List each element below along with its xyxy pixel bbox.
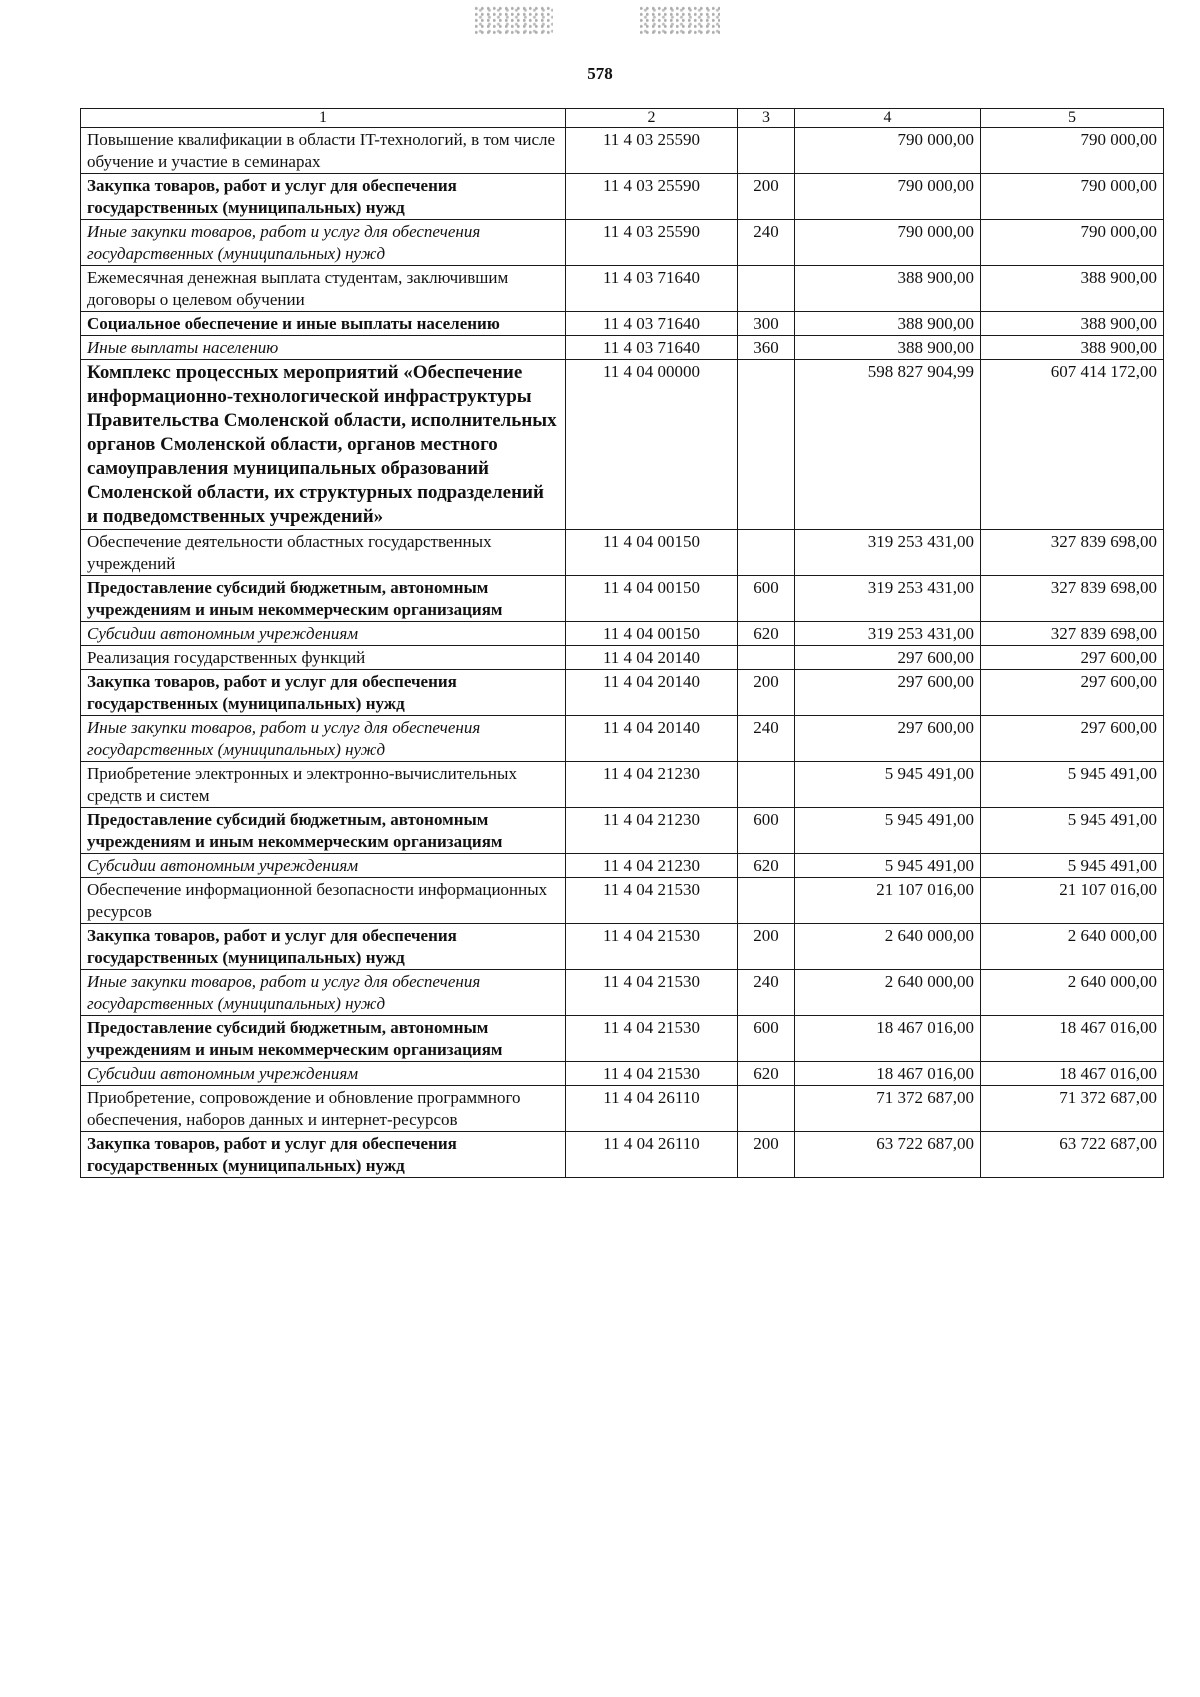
- row-name-cell: Комплекс процессных мероприятий «Обеспечение информационно-технологической инфраструктуры Правительства Смоленской области, исполнительных органов Смоленской области, органов местного самоуправления муниципальных образований Смоленской области, их структурных подразделений и подведомственных учреждений»: [81, 360, 566, 530]
- row-value-col5: 327 839 698,00: [981, 576, 1164, 622]
- row-value-col5: 21 107 016,00: [981, 878, 1164, 924]
- row-value-col4: 388 900,00: [795, 266, 981, 312]
- row-value-col5: 790 000,00: [981, 128, 1164, 174]
- row-code-cell: 11 4 04 21530: [566, 1016, 738, 1062]
- row-code-cell: 11 4 04 20140: [566, 670, 738, 716]
- table-row: [81, 576, 1164, 622]
- row-kind-cell: 620: [738, 622, 795, 646]
- row-kind-cell: 240: [738, 716, 795, 762]
- header-col-5: 5: [981, 109, 1164, 128]
- row-value-col5: 790 000,00: [981, 174, 1164, 220]
- row-value-col5: 5 945 491,00: [981, 808, 1164, 854]
- header-col-2: 2: [566, 109, 738, 128]
- row-kind-cell: [738, 360, 795, 530]
- row-value-col4: 18 467 016,00: [795, 1062, 981, 1086]
- row-name-cell: Повышение квалификации в области IT-технологий, в том числе обучение и участие в семинарах: [81, 128, 566, 174]
- row-name-cell: Иные закупки товаров, работ и услуг для обеспечения государственных (муниципальных) нужд: [81, 970, 566, 1016]
- row-kind-cell: 620: [738, 1062, 795, 1086]
- table-row: [81, 622, 1164, 646]
- row-kind-cell: [738, 266, 795, 312]
- page-number: 578: [587, 64, 613, 83]
- row-name-cell: Иные закупки товаров, работ и услуг для обеспечения государственных (муниципальных) нужд: [81, 220, 566, 266]
- row-code-cell: 11 4 04 00150: [566, 622, 738, 646]
- row-name-cell: Закупка товаров, работ и услуг для обеспечения государственных (муниципальных) нужд: [81, 1132, 566, 1178]
- row-value-col4: 297 600,00: [795, 670, 981, 716]
- row-kind-cell: 600: [738, 1016, 795, 1062]
- row-code-cell: 11 4 04 20140: [566, 716, 738, 762]
- row-name-cell: Предоставление субсидий бюджетным, автономным учреждениям и иным некоммерческим организациям: [81, 808, 566, 854]
- row-code-cell: 11 4 03 71640: [566, 266, 738, 312]
- row-value-col5: 297 600,00: [981, 646, 1164, 670]
- row-value-col5: 2 640 000,00: [981, 924, 1164, 970]
- row-value-col4: 319 253 431,00: [795, 576, 981, 622]
- row-kind-cell: [738, 128, 795, 174]
- row-code-cell: 11 4 04 00150: [566, 576, 738, 622]
- table-row: [81, 1016, 1164, 1062]
- row-value-col5: 327 839 698,00: [981, 530, 1164, 576]
- table-row: [81, 174, 1164, 220]
- table-row: [81, 716, 1164, 762]
- row-code-cell: 11 4 04 00150: [566, 530, 738, 576]
- row-value-col4: 790 000,00: [795, 220, 981, 266]
- table-row: [81, 878, 1164, 924]
- row-kind-cell: 200: [738, 924, 795, 970]
- row-value-col4: 21 107 016,00: [795, 878, 981, 924]
- row-value-col4: 297 600,00: [795, 646, 981, 670]
- row-name-cell: Предоставление субсидий бюджетным, автономным учреждениям и иным некоммерческим организациям: [81, 1016, 566, 1062]
- header-col-1: 1: [81, 109, 566, 128]
- table-row: [81, 808, 1164, 854]
- table-row: [81, 762, 1164, 808]
- row-value-col5: 5 945 491,00: [981, 762, 1164, 808]
- table-row: [81, 530, 1164, 576]
- row-kind-cell: [738, 530, 795, 576]
- row-code-cell: 11 4 04 26110: [566, 1132, 738, 1178]
- row-value-col4: 297 600,00: [795, 716, 981, 762]
- row-code-cell: 11 4 04 21530: [566, 1062, 738, 1086]
- row-value-col4: 18 467 016,00: [795, 1016, 981, 1062]
- row-value-col5: 388 900,00: [981, 266, 1164, 312]
- row-value-col4: 790 000,00: [795, 128, 981, 174]
- row-value-col4: 71 372 687,00: [795, 1086, 981, 1132]
- row-kind-cell: [738, 646, 795, 670]
- row-value-col4: 388 900,00: [795, 336, 981, 360]
- row-value-col5: 297 600,00: [981, 670, 1164, 716]
- row-kind-cell: [738, 762, 795, 808]
- row-name-cell: Иные закупки товаров, работ и услуг для обеспечения государственных (муниципальных) нужд: [81, 716, 566, 762]
- row-value-col4: 5 945 491,00: [795, 854, 981, 878]
- row-kind-cell: 620: [738, 854, 795, 878]
- table-row: [81, 1086, 1164, 1132]
- table-row: [81, 128, 1164, 174]
- row-code-cell: 11 4 04 21530: [566, 924, 738, 970]
- scan-stamp-mark: [640, 6, 720, 36]
- table-row: [81, 1062, 1164, 1086]
- row-name-cell: Реализация государственных функций: [81, 646, 566, 670]
- row-kind-cell: 600: [738, 808, 795, 854]
- row-kind-cell: 360: [738, 336, 795, 360]
- row-value-col4: 790 000,00: [795, 174, 981, 220]
- row-kind-cell: 200: [738, 670, 795, 716]
- row-value-col5: 388 900,00: [981, 312, 1164, 336]
- header-col-3: 3: [738, 109, 795, 128]
- row-code-cell: 11 4 04 21530: [566, 970, 738, 1016]
- row-kind-cell: 200: [738, 1132, 795, 1178]
- table-row: [81, 646, 1164, 670]
- row-value-col4: 2 640 000,00: [795, 924, 981, 970]
- row-code-cell: 11 4 03 71640: [566, 312, 738, 336]
- row-kind-cell: 200: [738, 174, 795, 220]
- row-value-col4: 5 945 491,00: [795, 762, 981, 808]
- table-row: [81, 266, 1164, 312]
- scan-stamp-mark: [475, 6, 553, 36]
- row-value-col5: 63 722 687,00: [981, 1132, 1164, 1178]
- table-row: [81, 220, 1164, 266]
- table-row: [81, 1132, 1164, 1178]
- row-name-cell: Закупка товаров, работ и услуг для обеспечения государственных (муниципальных) нужд: [81, 174, 566, 220]
- row-name-cell: Обеспечение деятельности областных государственных учреждений: [81, 530, 566, 576]
- row-name-cell: Предоставление субсидий бюджетным, автономным учреждениям и иным некоммерческим организациям: [81, 576, 566, 622]
- row-name-cell: Ежемесячная денежная выплата студентам, заключившим договоры о целевом обучении: [81, 266, 566, 312]
- row-name-cell: Закупка товаров, работ и услуг для обеспечения государственных (муниципальных) нужд: [81, 924, 566, 970]
- row-value-col4: 2 640 000,00: [795, 970, 981, 1016]
- row-value-col5: 2 640 000,00: [981, 970, 1164, 1016]
- row-value-col5: 388 900,00: [981, 336, 1164, 360]
- row-name-cell: Закупка товаров, работ и услуг для обеспечения государственных (муниципальных) нужд: [81, 670, 566, 716]
- table-row: [81, 360, 1164, 530]
- table-row: [81, 336, 1164, 360]
- row-value-col4: 319 253 431,00: [795, 530, 981, 576]
- row-value-col5: 71 372 687,00: [981, 1086, 1164, 1132]
- row-name-cell: Обеспечение информационной безопасности информационных ресурсов: [81, 878, 566, 924]
- row-value-col5: 297 600,00: [981, 716, 1164, 762]
- row-name-cell: Иные выплаты населению: [81, 336, 566, 360]
- table-row: [81, 670, 1164, 716]
- row-value-col5: 607 414 172,00: [981, 360, 1164, 530]
- row-code-cell: 11 4 03 25590: [566, 174, 738, 220]
- table-row: [81, 924, 1164, 970]
- row-kind-cell: 240: [738, 220, 795, 266]
- table-row: [81, 854, 1164, 878]
- row-value-col5: 18 467 016,00: [981, 1062, 1164, 1086]
- row-code-cell: 11 4 04 21530: [566, 878, 738, 924]
- row-code-cell: 11 4 04 00000: [566, 360, 738, 530]
- row-code-cell: 11 4 04 21230: [566, 854, 738, 878]
- row-code-cell: 11 4 04 20140: [566, 646, 738, 670]
- table-row: [81, 312, 1164, 336]
- row-code-cell: 11 4 03 25590: [566, 220, 738, 266]
- row-name-cell: Приобретение электронных и электронно-вычислительных средств и систем: [81, 762, 566, 808]
- row-value-col4: 598 827 904,99: [795, 360, 981, 530]
- row-name-cell: Субсидии автономным учреждениям: [81, 622, 566, 646]
- row-kind-cell: 600: [738, 576, 795, 622]
- row-value-col4: 319 253 431,00: [795, 622, 981, 646]
- row-value-col4: 63 722 687,00: [795, 1132, 981, 1178]
- table-row: [81, 970, 1164, 1016]
- header-col-4: 4: [795, 109, 981, 128]
- row-code-cell: 11 4 03 25590: [566, 128, 738, 174]
- row-name-cell: Субсидии автономным учреждениям: [81, 1062, 566, 1086]
- row-value-col4: 388 900,00: [795, 312, 981, 336]
- row-code-cell: 11 4 03 71640: [566, 336, 738, 360]
- row-name-cell: Социальное обеспечение и иные выплаты населению: [81, 312, 566, 336]
- row-value-col4: 5 945 491,00: [795, 808, 981, 854]
- row-value-col5: 790 000,00: [981, 220, 1164, 266]
- row-code-cell: 11 4 04 21230: [566, 762, 738, 808]
- budget-table: [80, 108, 1164, 1178]
- row-kind-cell: [738, 878, 795, 924]
- row-kind-cell: 240: [738, 970, 795, 1016]
- row-kind-cell: 300: [738, 312, 795, 336]
- row-value-col5: 18 467 016,00: [981, 1016, 1164, 1062]
- row-code-cell: 11 4 04 26110: [566, 1086, 738, 1132]
- row-value-col5: 327 839 698,00: [981, 622, 1164, 646]
- row-code-cell: 11 4 04 21230: [566, 808, 738, 854]
- table-header-row: [81, 109, 1164, 128]
- row-name-cell: Приобретение, сопровождение и обновление программного обеспечения, наборов данных и интернет-ресурсов: [81, 1086, 566, 1132]
- row-name-cell: Субсидии автономным учреждениям: [81, 854, 566, 878]
- row-value-col5: 5 945 491,00: [981, 854, 1164, 878]
- row-kind-cell: [738, 1086, 795, 1132]
